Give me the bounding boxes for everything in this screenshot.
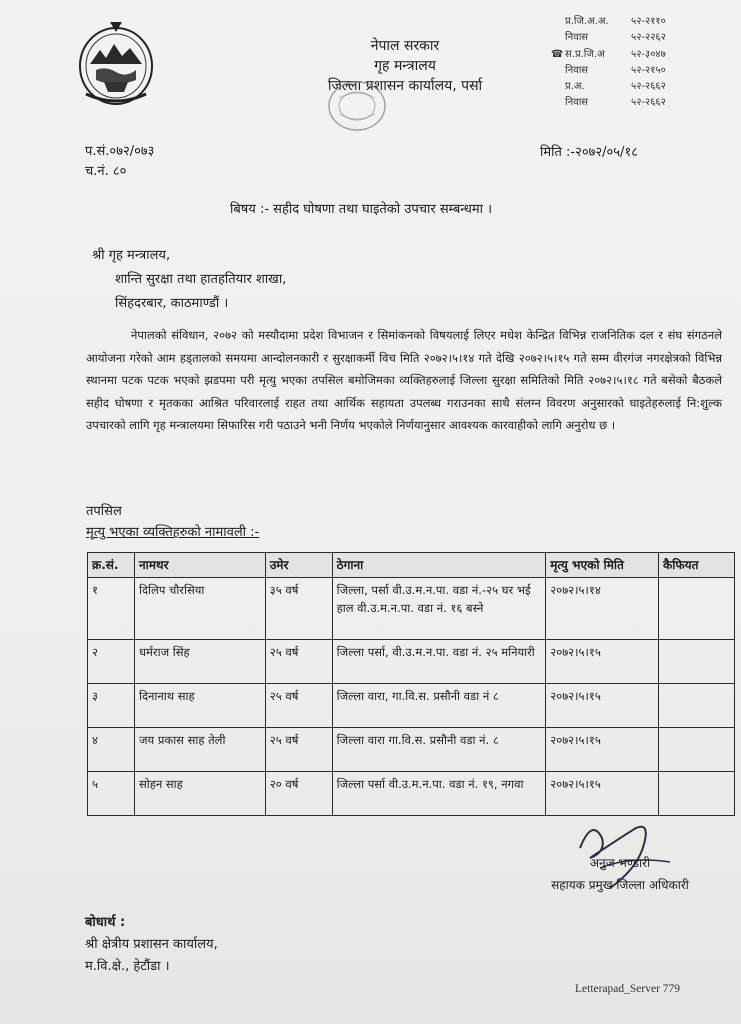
contact-row: ☎ स.प्र.जि.अ ५२-३०४७	[565, 47, 666, 63]
cell-remarks	[659, 728, 735, 772]
contact-numbers	[551, 14, 666, 112]
table-row	[88, 684, 735, 728]
cell-age: २५ वर्ष	[265, 684, 332, 728]
deceased-list-title: मृत्यु भएका व्यक्तिहरुको नामावली :-	[86, 525, 260, 540]
cell-sn: १	[88, 578, 135, 640]
tapsil-label: तपसिल	[86, 504, 122, 519]
letter-date: मिति :-२०७२/०५/१८	[540, 145, 638, 160]
recipient-address	[92, 244, 286, 316]
cell-age: २० वर्ष	[265, 772, 332, 816]
cell-age: २५ वर्ष	[265, 640, 332, 684]
cell-name: दिलिप चौरसिया	[134, 578, 265, 640]
telephone-icon: ☎	[551, 48, 564, 60]
address-line-3: सिंहदरबार, काठमाण्डौं ।	[115, 296, 229, 311]
patra-sankhya: प.सं.०७२/०७३	[85, 144, 155, 159]
office-stamp-icon	[325, 78, 389, 134]
deceased-table	[87, 552, 735, 816]
cell-sn: ३	[88, 684, 135, 728]
cc-heading: बोधार्थ :	[85, 915, 126, 930]
cell-death-date: २०७२।५।१५	[546, 772, 659, 816]
contact-row: प्र.अ. ५२-२६६२	[565, 81, 666, 93]
col-header-age: उमेर	[265, 553, 332, 578]
col-header-sn: क्र.सं.	[88, 553, 135, 578]
signatory-block	[530, 852, 710, 896]
table-header-row	[88, 553, 735, 578]
table-row	[88, 728, 735, 772]
cell-name: जय प्रकास साह तेली	[134, 728, 265, 772]
table-row	[88, 640, 735, 684]
cell-remarks	[659, 684, 735, 728]
ministry-name: गृह मन्त्रालय	[374, 58, 436, 74]
subject-line: बिषय :- सहीद घोषणा तथा घाइतेको उपचार सम्बन्धमा ।	[230, 202, 493, 217]
cell-age: ३५ वर्ष	[265, 578, 332, 640]
cell-name: धर्मराज सिंह	[134, 640, 265, 684]
table-row	[88, 578, 735, 640]
letter-body: नेपालको संविधान, २०७२ को मस्यौदामा प्रदेश विभाजन र सिमांकनको विषयलाई लिएर मधेश केन्द्रित विभिन्न राजनितिक दल र संघ संगठनले आयोजना गरेको आम हड्तालको समयमा आन्दोलनकारी र सुरक्षाकर्मी विच मिति २०७२।५।१४ गते देखि २०७२।५।१५ गते सम्म वीरगंज नगरक्षेत्रको विभिन्न स्थानमा पटक पटक भएको झडपमा परी मृत्यु भएका तपसिल बमोजिमका व्यक्तिहरुलाई जिल्ला सुरक्षा समितिको मिति २०७२।५।१८ गते बसेको बैठकले सहीद घोषणा र मृतकका आश्रित परिवारलाई राहत तथा आर्थिक सहायता उपलब्ध गराउनका साथै संलग्न विवरण अनुसारको घाइतेहरुलाई नि:शुल्क उपचारको लागि गृह मन्त्रालयमा सिफारिस गरी पठाउने भनी निर्णय भएकोले निर्णयानुसार आवश्यक कारवाहीको लागि अनुरोध छ ।	[86, 328, 722, 433]
cell-address: जिल्ला वारा, गा.वि.स. प्रसौनी वडा नं ८	[332, 684, 546, 728]
cell-name: सोहन साह	[134, 772, 265, 816]
cell-sn: २	[88, 640, 135, 684]
cell-death-date: २०७२।५।१५	[546, 640, 659, 684]
cc-line-2: म.वि.क्षे., हेटौंडा ।	[85, 959, 170, 974]
cell-name: दिनानाथ साह	[134, 684, 265, 728]
cell-sn: ५	[88, 772, 135, 816]
col-header-address: ठेगाना	[332, 553, 546, 578]
contact-row: निवास ५२-२२६२	[565, 32, 666, 44]
signatory-title: सहायक प्रमुख जिल्ला अधिकारी	[551, 878, 689, 892]
cell-age: २५ वर्ष	[265, 728, 332, 772]
address-line-2: शान्ति सुरक्षा तथा हातहतियार शाखा,	[115, 272, 287, 287]
contact-row: प्र.जि.अ.अ. ५२-२११०	[565, 16, 666, 27]
govt-name: नेपाल सरकार	[370, 38, 440, 54]
cell-death-date: २०७२।५।१४	[546, 578, 659, 640]
chalani-number: च.नं. ८०	[85, 164, 127, 179]
cell-address: जिल्ला पर्सा वी.उ.म.न.पा. वडा नं. १९, नगवा	[332, 772, 546, 816]
footer-server-label: Letterapad_Server 779	[575, 983, 681, 995]
nepal-emblem-icon	[76, 16, 156, 108]
col-header-death-date: मृत्यु भएको मिति	[546, 553, 659, 578]
contact-row: निवास ५२-२६६२	[565, 97, 666, 109]
reference-block	[85, 142, 154, 182]
cell-address: जिल्ला पर्सा, वी.उ.म.न.पा. वडा नं. २५ मनियारी	[332, 640, 546, 684]
cell-address: जिल्ला, पर्सा वी.उ.म.न.पा. वडा नं.-२५ घर भई हाल वी.उ.म.न.पा. वडा नं. १६ बस्ने	[332, 578, 546, 640]
tapsil-section	[86, 501, 259, 543]
col-header-remarks: कैफियत	[659, 553, 735, 578]
contact-row: निवास ५२-२१५०	[565, 64, 666, 76]
cell-address: जिल्ला वारा गा.वि.स. प्रसौनी वडा नं. ८	[332, 728, 546, 772]
cell-sn: ४	[88, 728, 135, 772]
cell-remarks	[659, 640, 735, 684]
address-line-1: श्री गृह मन्त्रालय,	[92, 248, 171, 263]
cc-line-1: श्री क्षेत्रीय प्रशासन कार्यालय,	[85, 937, 218, 952]
cell-death-date: २०७२।५।१५	[546, 684, 659, 728]
cc-block	[85, 912, 218, 978]
signatory-name: अनुज भण्डारी	[589, 856, 651, 870]
cell-death-date: २०७२।५।१५	[546, 728, 659, 772]
cell-remarks	[659, 578, 735, 640]
col-header-name: नामथर	[134, 553, 265, 578]
office-name: जिल्ला प्रशासन कार्यालय, पर्सा	[327, 78, 483, 94]
